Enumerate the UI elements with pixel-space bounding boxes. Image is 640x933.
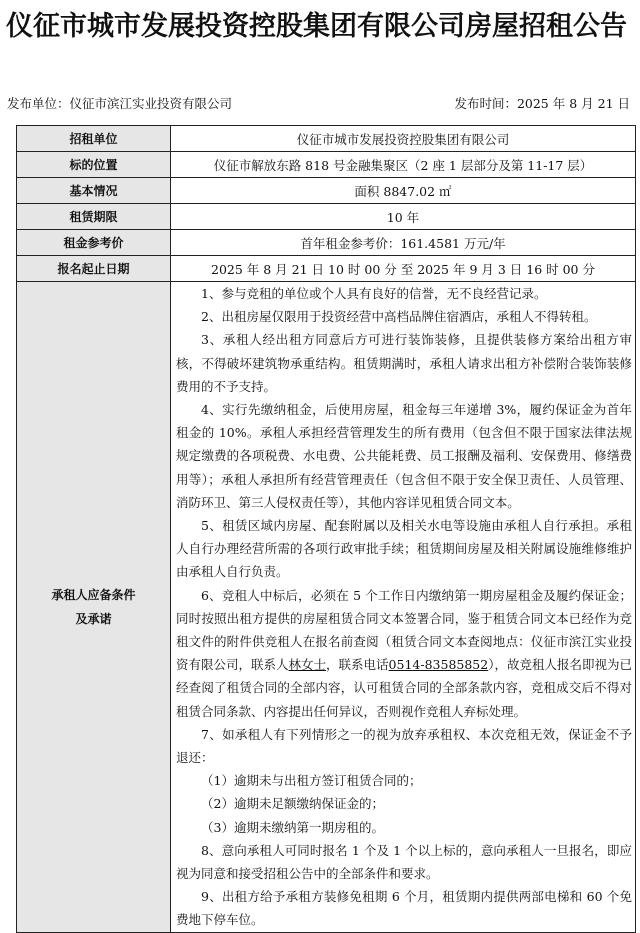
condition-item: 1、参与竞租的单位或个人具有良好的信誉，无不良经营记录。 <box>201 286 547 301</box>
condition-item: 7、如承租人有下列情形之一的视为放弃承租权、本次竞租无效，保证金不予退还： <box>176 726 632 766</box>
table-row <box>17 204 636 230</box>
row-value: 10 年 <box>171 204 636 230</box>
condition-item: 3、承租人经出租方同意后方可进行装饰装修，且提供装修方案给出租方审核，不得破坏建筑物承重结构。租赁期满时，承租人请求出租方补偿附合装饰装修费用的不予支持。 <box>176 332 632 394</box>
contact-person: 林女士 <box>288 657 327 673</box>
table-row <box>17 126 636 152</box>
contact-phone: 0514-83585852 <box>388 657 489 673</box>
row-label: 标的位置 <box>17 152 171 178</box>
page-title: 仪征市城市发展投资控股集团有限公司房屋招租公告 <box>6 11 627 42</box>
publish-time: 发布时间：2025 年 8 月 21 日 <box>454 96 630 111</box>
table-row <box>17 152 636 178</box>
table-row <box>17 256 636 282</box>
row-value: 首年租金参考价：161.4581 万元/年 <box>171 230 636 256</box>
conditions-content <box>171 282 636 933</box>
conditions-label-line2: 及承诺 <box>75 611 112 626</box>
table-row <box>17 230 636 256</box>
condition-item: 9、出租方给予承租方装修免租期 6 个月，租赁期内提供两部电梯和 60 个免费地下停车位。 <box>176 889 632 928</box>
publisher: 发布单位：仪征市滨江实业投资有限公司 <box>7 96 233 111</box>
condition-text: ，联系电话 <box>326 657 389 673</box>
row-label: 基本情况 <box>17 178 171 204</box>
condition-item: 5、租赁区域内房屋、配套附属以及相关水电等设施由承租人自行承担。承租人自行办理经营所需的各项行政审批手续；租赁期间房屋及相关附属设施维修维护由承租人自行负责。 <box>176 518 632 580</box>
row-label: 招租单位 <box>17 126 171 152</box>
row-label: 租金参考价 <box>17 230 171 256</box>
row-value: 仪征市解放东路 818 号金融集聚区（2 座 1 层部分及第 11-17 层） <box>171 152 636 178</box>
condition-item <box>176 584 632 723</box>
row-value: 仪征市城市发展投资控股集团有限公司 <box>171 126 636 152</box>
condition-subitem: （3）逾期未缴纳第一期房租的。 <box>201 819 384 835</box>
condition-item: 4、实行先缴纳租金，后使用房屋，租金每三年递增 3%，履约保证金为首年租金的 10%。承租人承担经营管理发生的所有费用（包含但不限于国家法律法规规定缴费的各项税费、水电费、公共能耗费、员工报酬及福利、安保费用、修缮费用等）；承租人承担所有经营管理责任（包含但不限于安全保卫责任、人员管理、消防环卫、第三人侵权责任等），其他内容详见租赁合同文本。 <box>176 402 632 510</box>
condition-subitem: （1）逾期未与出租方签订租赁合同的； <box>201 773 422 789</box>
row-value: 2025 年 8 月 21 日 10 时 00 分 至 2025 年 9 月 3 日 16 时 00 分 <box>171 256 636 282</box>
condition-text: ），故竞租人报名即视为已经查阅了租赁合同的全部内容，认可租赁合同的全部条款内容，竞租成交后不得对租赁合同条款、内容提出任何异议，否则视作竞租人弃标处理。 <box>176 657 632 719</box>
condition-subitem: （2）逾期未足额缴纳保证金的； <box>201 796 384 812</box>
row-label: 租赁期限 <box>17 204 171 230</box>
conditions-label <box>17 282 171 933</box>
row-label: 报名起止日期 <box>17 256 171 282</box>
condition-text: 6、竞租人中标后，必须在 5 个工作日内缴纳第一期房屋租金及履约保证金；同时按照出租方提供的房屋租赁合同文本签署合同，鉴于租赁合同文本已经作为竞租文件的附件供竞租人在报名前查阅（租赁合同文本查阅地点：仪征市滨江实业投资有限公司，联系人 <box>176 587 632 673</box>
conditions-row <box>17 282 636 933</box>
table-row <box>17 178 636 204</box>
tender-table <box>16 125 636 933</box>
condition-item: 2、出租房屋仅限用于投资经营中高档品牌住宿酒店，承租人不得转租。 <box>201 309 597 325</box>
row-value: 面积 8847.02 ㎡ <box>171 178 636 204</box>
condition-item: 8、意向承租人可同时报名 1 个及 1 个以上标的，意向承租人一旦报名，即应视为同意和接受招租公告中的全部条件和要求。 <box>176 842 632 882</box>
conditions-label-line1: 承租人应备条件 <box>51 587 136 602</box>
